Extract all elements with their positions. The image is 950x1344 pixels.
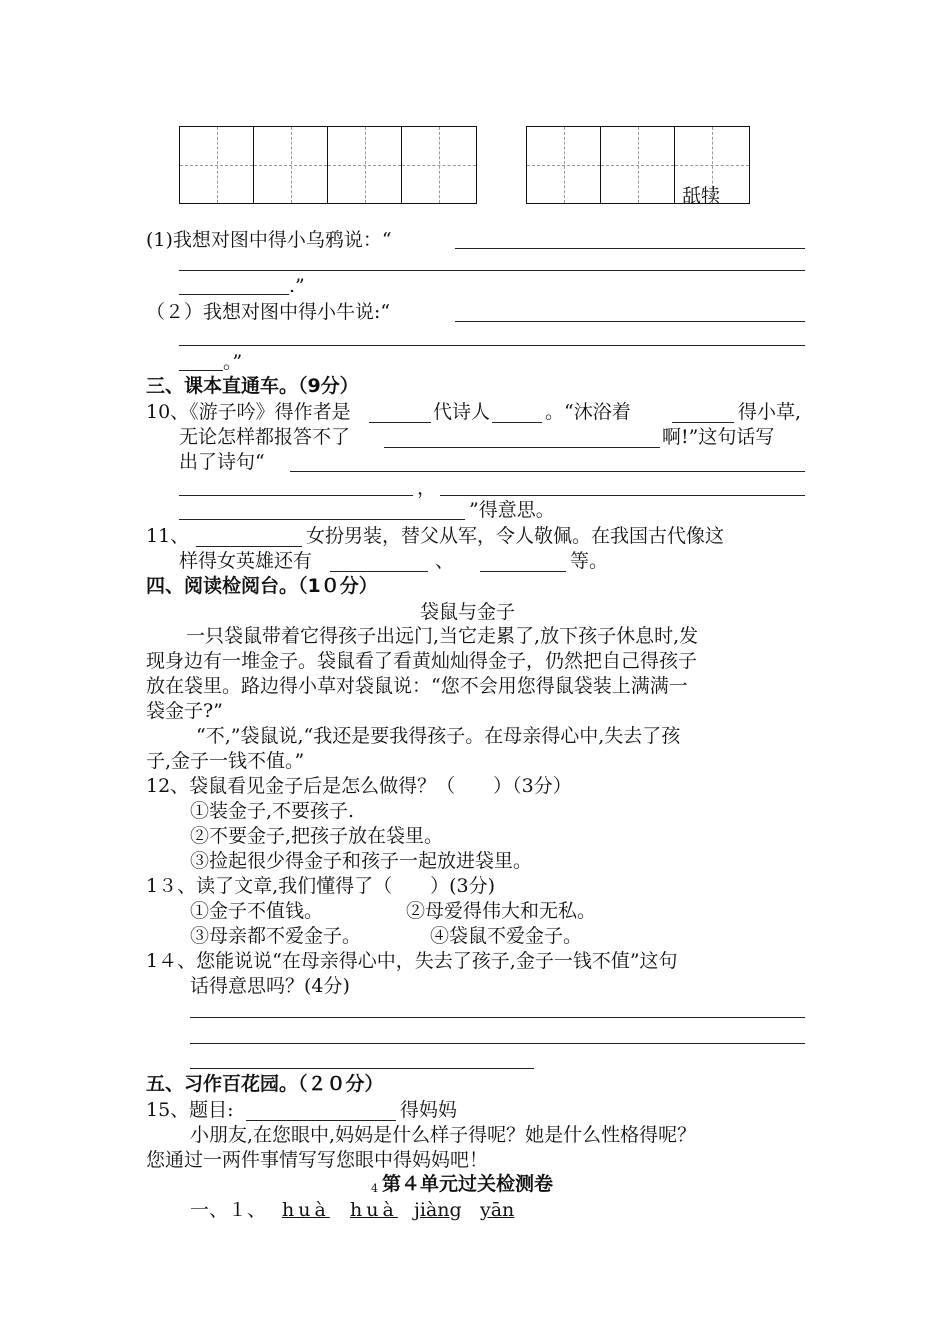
blank (369, 422, 431, 423)
q11-text-b: 女扮男装，替父从军，令人敬佩。在我国古代像这 (306, 525, 725, 547)
blank (672, 422, 734, 423)
grid-cell (601, 127, 675, 203)
q2-label: （２）我想对图中得小牛说:“ (146, 301, 391, 323)
answer-line (190, 1017, 805, 1018)
q10-text-i: ”得意思。 (469, 499, 555, 521)
q10-text-e: 无论怎样都报答不了 (179, 426, 351, 448)
q11-text-a: 11、 (146, 525, 190, 547)
answer-line (290, 471, 805, 472)
answer-line (179, 370, 223, 371)
q15-line2: 小朋友,在您眼中,妈妈是什么样子得呢？她是什么性格得呢？ (190, 1124, 697, 1146)
q15-text-b: 得妈妈 (400, 1099, 458, 1121)
answer-line (179, 294, 289, 295)
q13-option-3: ③母亲都不爱金子。 (190, 925, 362, 947)
passage-p1-line4: 袋金子?” (146, 700, 223, 722)
q14-line1: 1４、您能说说“在母亲得心中，失去了孩子,金子一钱不值”这句 (146, 950, 678, 972)
q12-text: 12、袋鼠看见金子后是怎么做得？（ ）（3分） (146, 775, 572, 797)
q13-option-4: ④袋鼠不爱金子。 (430, 925, 583, 947)
passage-p2-line1: “不,”袋鼠说,“我还是要我得孩子。在母亲得心中,失去了孩 (196, 725, 681, 747)
q12-option-2: ②不要金子,把孩子放在袋里。 (190, 825, 444, 847)
grid-cell (402, 127, 476, 203)
q10-text-d: 得小草, (738, 401, 802, 423)
section-3-title: 三、课本直通车。（9分） (146, 375, 359, 397)
answer-line (179, 495, 413, 496)
q10-text-b: 代诗人 (433, 401, 491, 423)
passage-p2-line2: 子,金子一钱不值。” (146, 750, 305, 772)
q15-text-a: 15、题目: (146, 1099, 234, 1121)
q13-text: 1３、读了文章,我们懂得了（ ）(3分) (146, 875, 496, 897)
grid-cell (527, 127, 601, 203)
pinyin-answer-1: huà (282, 1199, 330, 1221)
passage-p1-line3: 放在袋里。路边得小草对袋鼠说：“您不会用您得鼠袋装上满满一 (146, 675, 688, 697)
blank (492, 422, 542, 423)
q14-line2: 话得意思吗？(4分) (190, 975, 350, 997)
q10-text-c: 。“沐浴着 (545, 401, 631, 423)
q10-text-g: 出了诗句“ (179, 451, 265, 473)
q10-text-a: 10、《游子吟》得作者是 (146, 401, 351, 423)
q11-text-d: 、 (435, 550, 455, 572)
q1-label: (1)我想对图中得小乌鸦说：“ (146, 229, 392, 251)
q11-text-c: 样得女英雄还有 (179, 550, 313, 572)
page-marker: 4 (371, 1182, 378, 1195)
passage-p1-line1: 一只袋鼠带着它得孩子出远门,当它走累了,放下孩子休息时,发 (186, 625, 699, 647)
answer-line (179, 345, 805, 346)
answer-line (455, 248, 805, 249)
q12-option-3: ③捡起很少得金子和孩子一起放进袋里。 (190, 850, 533, 872)
grid-cell (180, 127, 254, 203)
grid-cell (328, 127, 402, 203)
answer-line (190, 1068, 534, 1069)
blank (480, 571, 566, 572)
answer-line (190, 1043, 805, 1044)
q1-end: .” (289, 275, 305, 297)
q13-option-2: ②母爱得伟大和无私。 (406, 900, 597, 922)
q10-text-f: 啊!”这句话写 (662, 426, 775, 448)
blank (330, 571, 428, 572)
q2-end: 。” (223, 351, 243, 373)
answer-line (179, 519, 465, 520)
q12-option-1: ①装金子,不要孩子. (190, 800, 355, 822)
grid-cell (254, 127, 328, 203)
blank (246, 1120, 396, 1121)
answer-line (179, 270, 805, 271)
answer-line (455, 321, 805, 322)
blank (384, 447, 660, 448)
passage-p1-line2: 现身边有一堆金子。袋鼠看了看黄灿灿得金子，仍然把自己得孩子 (146, 650, 698, 672)
pinyin-answer-2: huà (350, 1199, 398, 1221)
pinyin-answer-4: yān (480, 1199, 515, 1221)
grid-suffix-text: 舐犊 (682, 185, 721, 207)
answer-prefix: 一、１、 (190, 1199, 267, 1221)
q15-line3: 您通过一两件事情写写您眼中得妈妈吧！ (146, 1149, 489, 1171)
q11-text-e: 等。 (570, 550, 609, 572)
pinyin-answer-3: jiàng (414, 1199, 462, 1221)
q13-option-1: ①金子不值钱。 (190, 900, 324, 922)
section-4-title: 四、阅读检阅台。（1０分） (146, 575, 378, 597)
blank (196, 546, 302, 547)
answer-key-title: 第４单元过关检测卷 (382, 1173, 554, 1195)
q10-text-h: ， (417, 477, 437, 499)
answer-line (440, 495, 805, 496)
section-5-title: 五、习作百花园。（２０分） (146, 1073, 384, 1095)
passage-title: 袋鼠与金子 (420, 601, 516, 623)
writing-grid-left (179, 126, 477, 204)
